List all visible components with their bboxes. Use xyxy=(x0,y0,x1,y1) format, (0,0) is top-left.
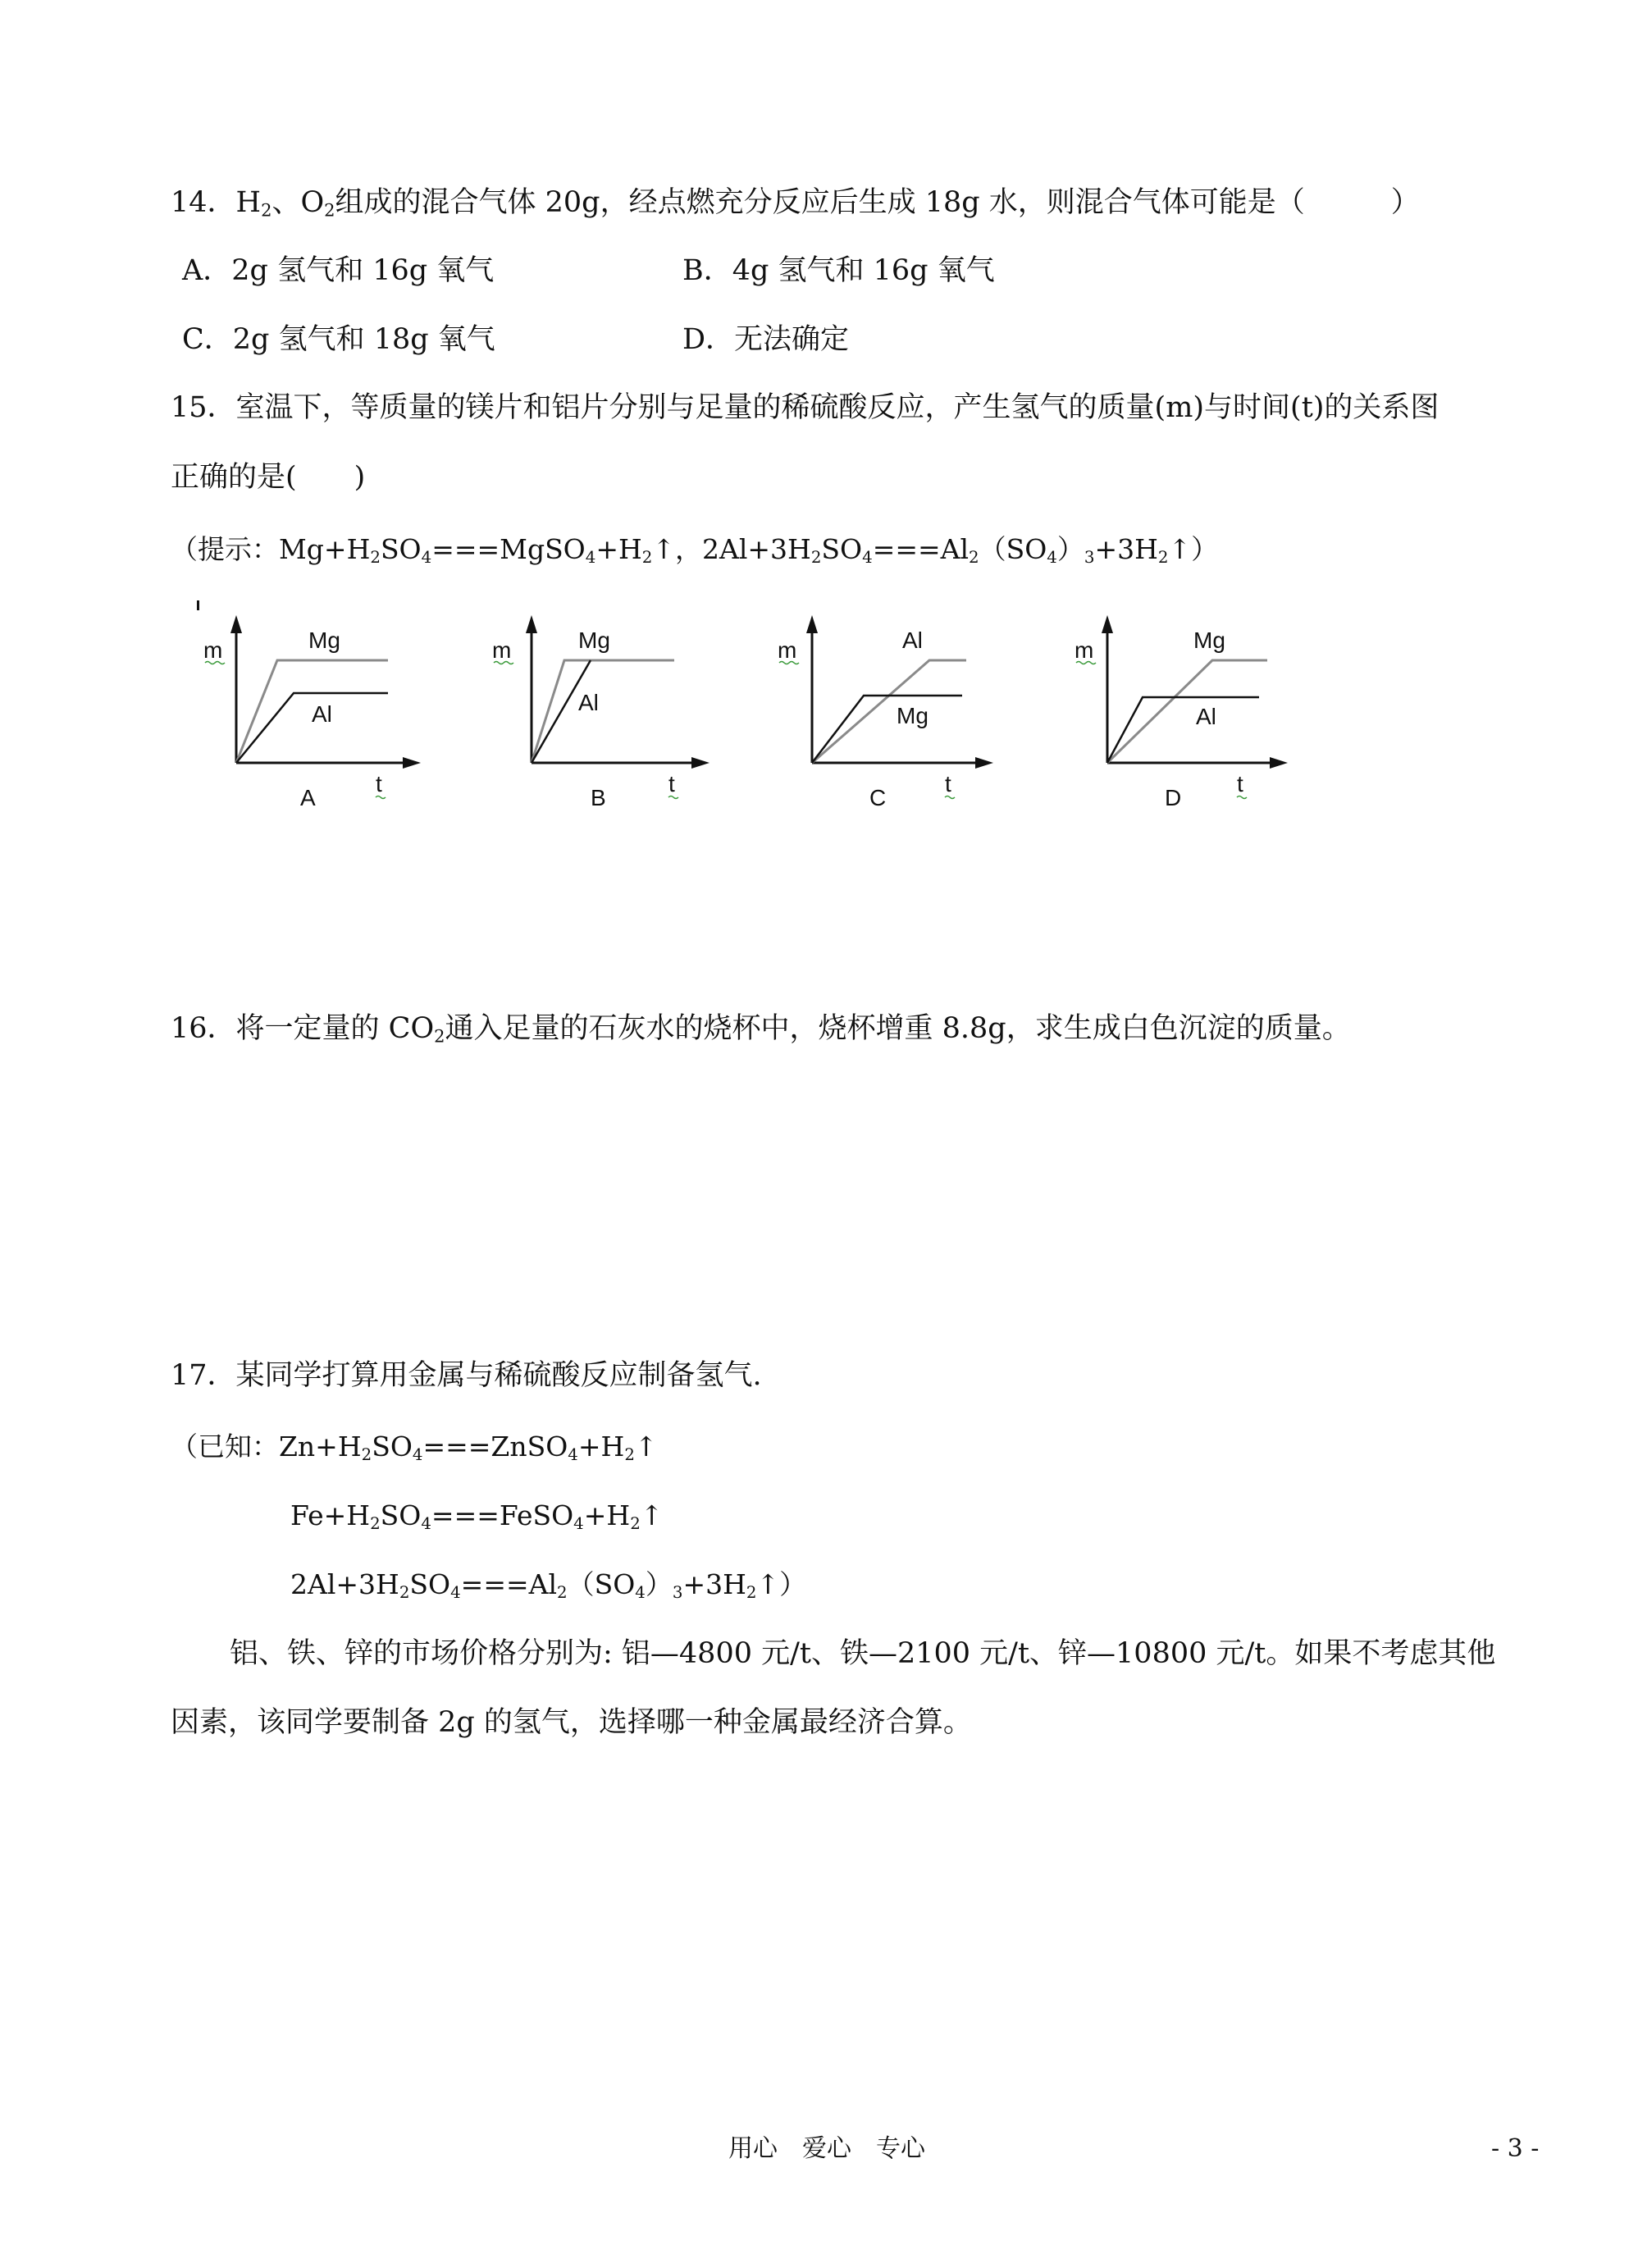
eq-part: ===Al xyxy=(460,1568,558,1600)
hint-sub: 4 xyxy=(1047,547,1057,567)
eq-part: +3H xyxy=(682,1568,746,1600)
q16-sub: 2 xyxy=(434,1026,445,1047)
graph-a-y-label: m xyxy=(203,637,223,663)
hint-part: ↑） xyxy=(1168,533,1219,565)
hint-sub: 4 xyxy=(862,547,873,567)
hint-part: +3H xyxy=(1094,533,1158,565)
eq-sub: 4 xyxy=(421,1513,431,1533)
arrow-up-icon xyxy=(1102,615,1113,633)
q16-rest: 通入足量的石灰水的烧杯中，烧杯增重 8.8g，求生成白色沉淀的质量。 xyxy=(445,1012,1351,1045)
q17-equation-al xyxy=(290,1567,806,1603)
hint-part: SO xyxy=(821,533,863,565)
eq-part: ↑） xyxy=(756,1568,807,1600)
q15-hint xyxy=(171,532,1218,568)
arrow-right-icon xyxy=(403,757,421,769)
eq-sub: 4 xyxy=(573,1513,584,1533)
q14-option-d: D．无法确定 xyxy=(682,323,850,356)
footer-motto: 用心 爱心 专心 xyxy=(728,2134,925,2163)
graph-d-svg xyxy=(1075,607,1304,820)
eq-part: （SO xyxy=(567,1568,636,1600)
arrow-up-icon xyxy=(526,615,537,633)
graph-a-x-label: t xyxy=(376,771,382,796)
eq-part: 2Al+3H xyxy=(290,1568,399,1600)
q16-prefix: 16．将一定量的 CO xyxy=(171,1012,435,1045)
graph-a-svg xyxy=(203,607,433,820)
q16-stem xyxy=(171,1011,1351,1047)
q15-stem-line1: 15．室温下，等质量的镁片和铝片分别与足量的稀硫酸反应，产生氢气的质量(m)与时间(t)的关系图 xyxy=(171,391,1440,424)
graph-d-mg-curve xyxy=(1107,660,1267,763)
q14-o-sub: 2 xyxy=(324,200,335,221)
eq-part: SO xyxy=(409,1568,451,1600)
hint-part: （SO xyxy=(979,533,1047,565)
q14-h-sub: 2 xyxy=(261,200,272,221)
eq-sub: 2 xyxy=(370,1513,381,1533)
eq-part: （已知：Zn+H xyxy=(171,1431,362,1463)
graph-b-letter: B xyxy=(591,785,606,810)
q17-paragraph-line2: 因素，该同学要制备 2g 的氢气，选择哪一种金属最经济合算。 xyxy=(171,1706,972,1739)
q17-equation-fe xyxy=(290,1498,663,1534)
graph-c-x-label: t xyxy=(945,771,951,796)
hint-part: ↑，2Al+3H xyxy=(652,533,811,565)
q14-mid: 、O xyxy=(271,186,325,219)
graph-c-top-label: Al xyxy=(902,627,923,653)
graph-a-top-label: Mg xyxy=(308,627,340,653)
eq-part: ↑ xyxy=(640,1499,664,1531)
stray-tick-mark xyxy=(197,600,199,610)
arrow-up-icon xyxy=(806,615,818,633)
eq-part: SO xyxy=(372,1431,413,1463)
graph-d xyxy=(1075,607,1304,820)
hint-sub: 2 xyxy=(1157,547,1169,567)
hint-sub: 2 xyxy=(370,547,381,567)
eq-sub: 2 xyxy=(630,1513,641,1533)
graph-b-low-label: Al xyxy=(578,690,599,715)
graph-b-mg-curve xyxy=(532,660,674,763)
hint-part: ===MgSO xyxy=(431,533,586,565)
eq-part: +H xyxy=(577,1431,625,1463)
graph-b xyxy=(492,607,722,820)
eq-sub: 4 xyxy=(450,1582,461,1602)
eq-part: +H xyxy=(583,1499,631,1531)
hint-part: ） xyxy=(1056,533,1084,565)
graph-c-low-label: Mg xyxy=(897,703,929,728)
q17-equation-zn xyxy=(171,1429,658,1465)
eq-sub: 3 xyxy=(672,1582,683,1602)
arrow-right-icon xyxy=(975,757,993,769)
graph-a xyxy=(203,607,433,820)
eq-part: ） xyxy=(645,1568,673,1600)
hint-part: +H xyxy=(595,533,642,565)
graph-c-mg-curve xyxy=(812,696,962,763)
graph-c-al-curve xyxy=(812,660,966,763)
q17-stem: 17．某同学打算用金属与稀硫酸反应制备氢气. xyxy=(171,1359,762,1392)
arrow-up-icon xyxy=(230,615,242,633)
hint-sub: 2 xyxy=(641,547,653,567)
eq-part: ↑ xyxy=(634,1431,658,1463)
page-number: - 3 - xyxy=(1491,2134,1540,2163)
q17-paragraph-line1: 铝、铁、锌的市场价格分别为: 铝—4800 元/t、铁—2100 元/t、锌—10800 元/t。如果不考虑其他 xyxy=(230,1637,1496,1670)
eq-sub: 2 xyxy=(361,1444,372,1464)
eq-part: Fe+H xyxy=(290,1499,371,1531)
hint-sub: 3 xyxy=(1084,547,1095,567)
hint-sub: 4 xyxy=(585,547,596,567)
eq-part: SO xyxy=(380,1499,422,1531)
q14-prefix: 14．H xyxy=(171,186,262,219)
eq-sub: 2 xyxy=(399,1582,410,1602)
eq-sub: 2 xyxy=(746,1582,757,1602)
q15-stem-line2: 正确的是( ) xyxy=(171,461,366,494)
graph-d-letter: D xyxy=(1165,785,1182,810)
eq-part: ===ZnSO xyxy=(422,1431,568,1463)
arrow-right-icon xyxy=(1270,757,1288,769)
eq-sub: 2 xyxy=(624,1444,635,1464)
graph-d-low-label: Al xyxy=(1196,704,1216,729)
q14-stem xyxy=(171,185,1420,221)
graph-d-x-label: t xyxy=(1237,771,1243,796)
graph-c-svg xyxy=(778,607,1007,820)
eq-sub: 4 xyxy=(568,1444,578,1464)
graph-b-top-label: Mg xyxy=(578,627,610,653)
eq-sub: 4 xyxy=(635,1582,646,1602)
graph-c-y-label: m xyxy=(778,637,797,663)
graph-d-y-label: m xyxy=(1075,637,1094,663)
arrow-right-icon xyxy=(691,757,709,769)
graph-a-low-label: Al xyxy=(312,701,332,727)
graph-b-y-label: m xyxy=(492,637,512,663)
hint-part: SO xyxy=(380,533,422,565)
hint-sub: 2 xyxy=(810,547,822,567)
hint-part: （提示：Mg+H xyxy=(171,533,371,565)
eq-part: ===FeSO xyxy=(431,1499,574,1531)
eq-sub: 2 xyxy=(557,1582,568,1602)
eq-sub: 4 xyxy=(412,1444,423,1464)
graph-b-svg xyxy=(492,607,722,820)
graph-a-letter: A xyxy=(300,785,316,810)
q14-option-c: C．2g 氢气和 18g 氧气 xyxy=(182,323,495,356)
graph-b-x-label: t xyxy=(668,771,675,796)
hint-sub: 4 xyxy=(421,547,432,567)
q14-option-a: A．2g 氢气和 16g 氧气 xyxy=(182,254,495,287)
q14-rest: 组成的混合气体 20g，经点燃充分反应后生成 18g 水，则混合气体可能是（ ） xyxy=(335,186,1420,219)
hint-part: ===Al xyxy=(872,533,970,565)
hint-sub: 2 xyxy=(969,547,979,567)
graph-c-letter: C xyxy=(869,785,887,810)
graph-d-top-label: Mg xyxy=(1193,627,1225,653)
graph-d-al-curve xyxy=(1107,697,1259,763)
q14-option-b: B．4g 氢气和 16g 氧气 xyxy=(682,254,995,287)
graph-c xyxy=(778,607,1007,820)
